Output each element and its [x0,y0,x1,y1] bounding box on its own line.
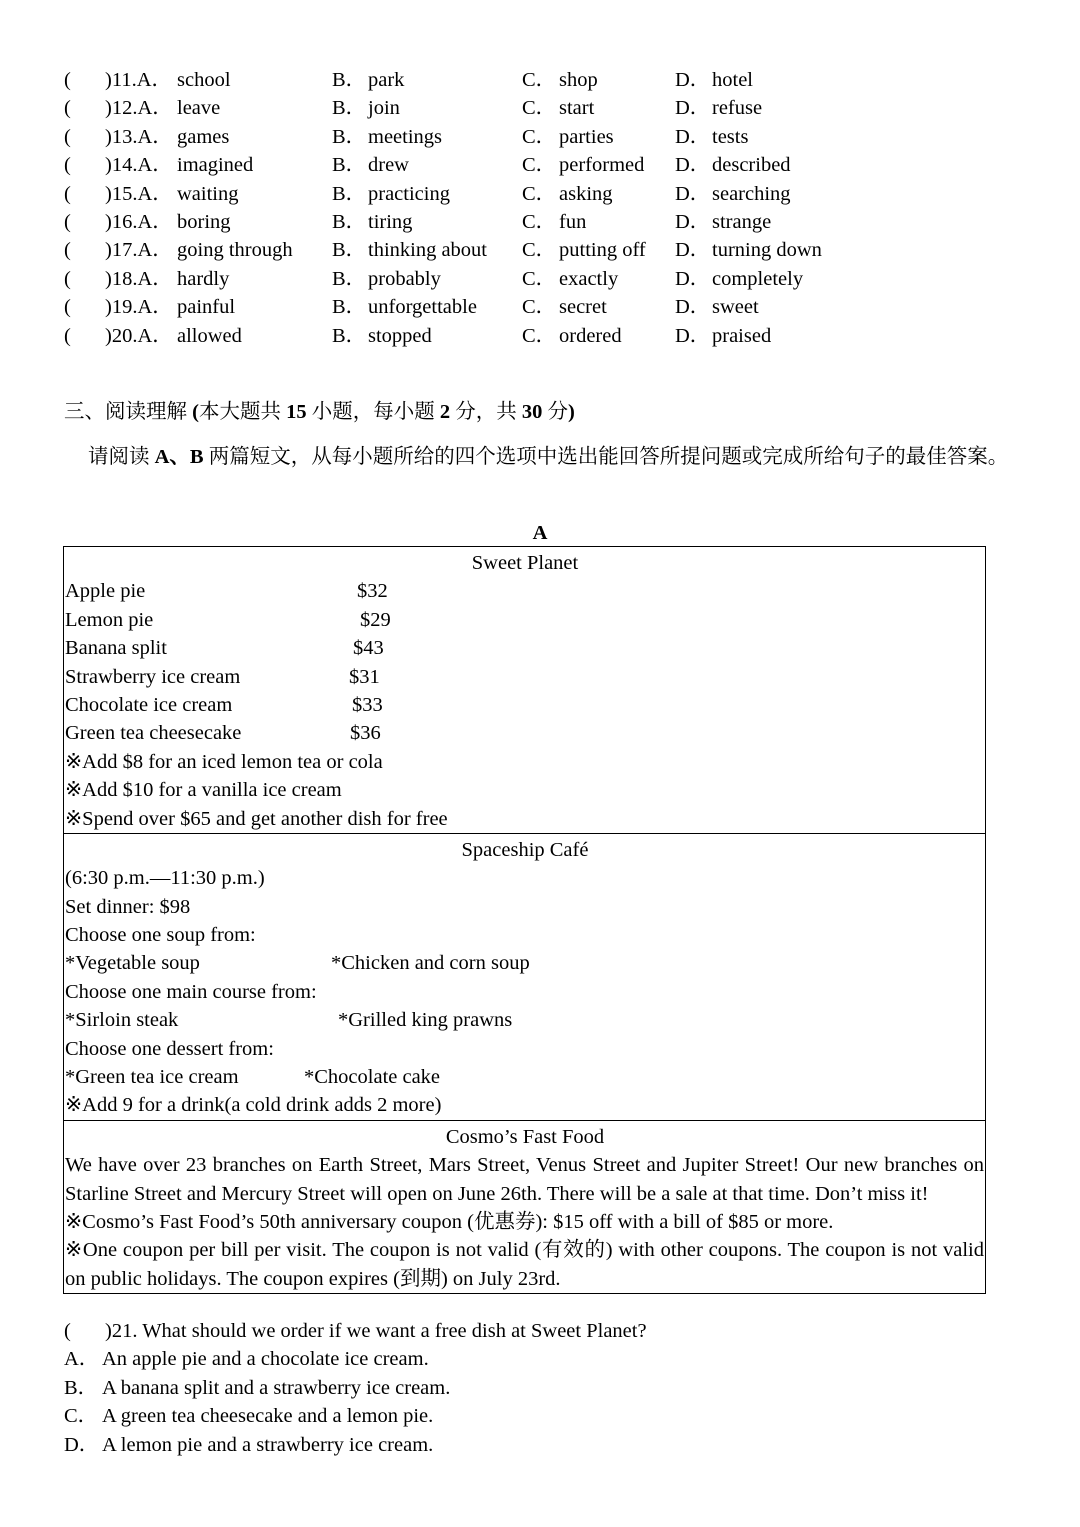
sweet-planet-note: ※Add $10 for a vanilla ice cream [65,779,342,802]
option-a: hardly [177,267,230,290]
cosmos-coupon-paragraph: ※Cosmo’s Fast Food’s 50th anniversary coupon (优惠券): $15 off with a bill of $85 or more. [65,1211,834,1234]
option-label: D． [64,1433,100,1456]
option-c-label: C． [522,239,557,262]
option-b: unforgettable [368,296,477,319]
sweet-planet-note: ※Add $8 for an iced lemon tea or cola [65,750,383,773]
option-c-label: C． [522,296,557,319]
question-row-11 [64,66,964,94]
option-d-label: D． [675,324,711,347]
dessert-option: *Chocolate cake [304,1066,441,1089]
dessert-options [65,1063,985,1091]
menu-item-price: $43 [353,637,384,660]
option-b: stopped [368,324,432,347]
menu-item-name: Banana split [65,637,167,660]
answer-option [64,1374,1024,1402]
answer-option [64,1402,1024,1430]
question-number: )18.A． [105,267,173,290]
question-number: )16.A． [105,210,173,233]
question-row-18 [64,265,964,293]
menu-box [63,546,986,1294]
question-stem [64,1317,1024,1345]
option-d-label: D． [675,69,711,91]
option-b-label: B． [332,182,367,205]
answer-paren: ( [64,324,71,347]
option-b: thinking about [368,239,488,262]
option-c: asking [559,182,613,205]
question-row-15 [64,180,964,208]
option-label: C． [64,1405,99,1428]
option-b: meetings [368,125,443,148]
question-row-19 [64,293,964,321]
dessert-heading: Choose one dessert from: [65,1037,274,1060]
answer-paren: ( [64,296,71,319]
option-b: park [368,69,405,91]
main-course-option: *Sirloin steak [65,1009,179,1032]
option-b: join [368,97,400,120]
question-number: )11.A． [105,69,172,91]
soup-option: *Vegetable soup [65,952,200,975]
question-text: )21. What should we order if we want a free dish at Sweet Planet? [105,1320,647,1342]
question-row-14 [64,151,964,179]
instructions-text: 两篇短文，从每小题所给的四个选项中选出能回答所提问题或完成所给句子的最佳答案。 [203,446,1009,468]
drink-note: ※Add 9 for a drink(a cold drink adds 2 more) [65,1094,442,1117]
option-b-label: B． [332,125,367,148]
option-d: searching [712,182,791,205]
question-row-12 [64,94,964,122]
menu-item [65,691,985,719]
option-c: fun [559,210,587,233]
section-title-text1: 本大题共 [198,401,287,423]
answer-paren: ( [64,1320,71,1342]
question-number: )15.A． [105,182,173,205]
section-title-text4: 分 [542,401,568,423]
option-c: ordered [559,324,622,347]
section-heading [64,398,1024,426]
option-b-label: B． [332,154,367,177]
menu-item [65,663,985,691]
option-b-label: B． [332,210,367,233]
dessert-option: *Green tea ice cream [65,1066,239,1089]
option-d-label: D． [675,182,711,205]
option-d-label: D． [675,125,711,148]
set-dinner-price: Set dinner: $98 [65,895,191,918]
cosmos-branches-paragraph: We have over 23 branches on Earth Street, Mars Street, Venus Street and Jupiter Street! Our new branches on Starline Street and Mercury Street will open on June 26th. There will be a sale at that time. Don’t miss it! [65,1154,984,1205]
soup-heading: Choose one soup from: [65,924,256,947]
option-text: An apple pie and a chocolate ice cream. [102,1348,429,1371]
option-d: tests [712,125,749,148]
option-d: completely [712,267,804,290]
answer-paren: ( [64,154,71,177]
option-text: A green tea cheesecake and a lemon pie. [102,1405,434,1428]
section-title-text2: 小题，每小题 [306,401,440,423]
section-title-count: 15 [286,401,307,423]
option-d: turning down [712,239,822,262]
answer-paren: ( [64,97,71,120]
menu-item-name: Lemon pie [65,608,154,631]
question-number: )13.A． [105,125,173,148]
main-course-heading: Choose one main course from: [65,980,317,1003]
option-b-label: B． [332,324,367,347]
option-b-label: B． [332,97,367,120]
option-a: imagined [177,154,254,177]
option-a: leave [177,97,221,120]
option-b: practicing [368,182,450,205]
option-b-label: B． [332,239,367,262]
instructions-prefix: 请阅读 [88,446,155,468]
section-title-text3: 分，共 [450,401,522,423]
section-instructions [64,436,1019,478]
option-a: school [177,69,231,91]
option-b-label: B． [332,69,367,91]
question-number: )19.A． [105,296,173,319]
spaceship-cafe-section [64,834,985,1121]
option-a: going through [177,239,293,262]
menu-item [65,719,985,747]
main-course-option: *Grilled king prawns [338,1009,513,1032]
answer-paren: ( [64,182,71,205]
cloze-question-list [64,66,964,350]
menu-item-name: Strawberry ice cream [65,665,241,688]
menu-item [65,577,985,605]
option-a: boring [177,210,231,233]
cosmos-section [64,1121,985,1293]
question-row-20 [64,322,964,350]
menu-item [65,606,985,634]
option-a: allowed [177,324,242,347]
answer-paren: ( [64,69,71,91]
sweet-planet-note: ※Spend over $65 and get another dish for free [65,807,448,830]
question-number: )17.A． [105,239,173,262]
option-c: secret [559,296,607,319]
option-b: tiring [368,210,413,233]
answer-option [64,1345,1024,1373]
question-number: )12.A． [105,97,173,120]
option-d: sweet [712,296,759,319]
spaceship-cafe-title: Spaceship Café [461,838,589,861]
menu-item-price: $33 [352,693,383,716]
option-d: praised [712,324,772,347]
option-label: B． [64,1376,99,1399]
option-b-label: B． [332,267,367,290]
menu-item-price: $29 [360,608,391,631]
option-d: hotel [712,69,753,91]
option-text: A banana split and a strawberry ice cream. [102,1376,451,1399]
option-b: probably [368,267,441,290]
option-a: painful [177,296,236,319]
option-c: shop [559,69,598,91]
option-c: putting off [559,239,646,262]
option-c-label: C． [522,154,557,177]
soup-options [65,949,985,977]
option-c-label: C． [522,125,557,148]
option-d-label: D． [675,239,711,262]
option-c: start [559,97,595,120]
option-c: performed [559,154,645,177]
cosmos-title: Cosmo’s Fast Food [445,1125,605,1148]
option-c-label: C． [522,182,557,205]
question-row-17 [64,236,964,264]
menu-item-name: Green tea cheesecake [65,722,242,745]
answer-paren: ( [64,210,71,233]
menu-item-name: Apple pie [65,580,146,603]
option-c-label: C． [522,267,557,290]
answer-option [64,1431,1024,1459]
question-row-16 [64,208,964,236]
option-d-label: D． [675,97,711,120]
option-label: A． [64,1348,100,1371]
opening-hours: (6:30 p.m.—11:30 p.m.) [65,867,265,890]
section-title-paren-open: ( [192,401,199,423]
option-d: strange [712,210,772,233]
main-course-options [65,1006,985,1034]
option-a: waiting [177,182,239,205]
option-c-label: C． [522,210,557,233]
option-b-label: B． [332,296,367,319]
soup-option: *Chicken and corn soup [331,952,530,975]
passage-label: A [532,522,548,544]
question-number: )20.A． [105,324,173,347]
answer-paren: ( [64,267,71,290]
option-d: refuse [712,97,763,120]
option-c: exactly [559,267,619,290]
option-c-label: C． [522,69,557,91]
menu-item-price: $36 [350,722,381,745]
section-title-total: 30 [521,401,543,423]
option-c: parties [559,125,614,148]
option-d-label: D． [675,296,711,319]
question-row-13 [64,123,964,151]
menu-item-name: Chocolate ice cream [65,693,233,716]
answer-paren: ( [64,239,71,262]
section-title-points-each: 2 [439,401,451,423]
sweet-planet-title: Sweet Planet [471,552,579,574]
option-c-label: C． [522,324,557,347]
option-b: drew [368,154,409,177]
option-d-label: D． [675,267,711,290]
option-d: described [712,154,791,177]
instructions-passages: A、B [154,446,204,468]
cosmos-coupon-terms: ※One coupon per bill per visit. The coupon is not valid (有效的) with other coupons. The coupon is not valid on public holidays. The coupon expires (到期) on July 23rd. [65,1239,984,1290]
answer-paren: ( [64,125,71,148]
question-number: )14.A． [105,154,173,177]
option-text: A lemon pie and a strawberry ice cream. [102,1433,434,1456]
section-title-prefix: 三、阅读理解 [64,401,193,423]
option-d-label: D． [675,154,711,177]
option-d-label: D． [675,210,711,233]
section-title-paren-close: ) [567,401,575,423]
sweet-planet-section [64,547,985,834]
menu-item-price: $31 [349,665,380,688]
menu-item-price: $32 [357,580,388,603]
option-a: games [177,125,230,148]
menu-item [65,634,985,662]
question-21 [64,1317,1024,1459]
option-c-label: C． [522,97,557,120]
